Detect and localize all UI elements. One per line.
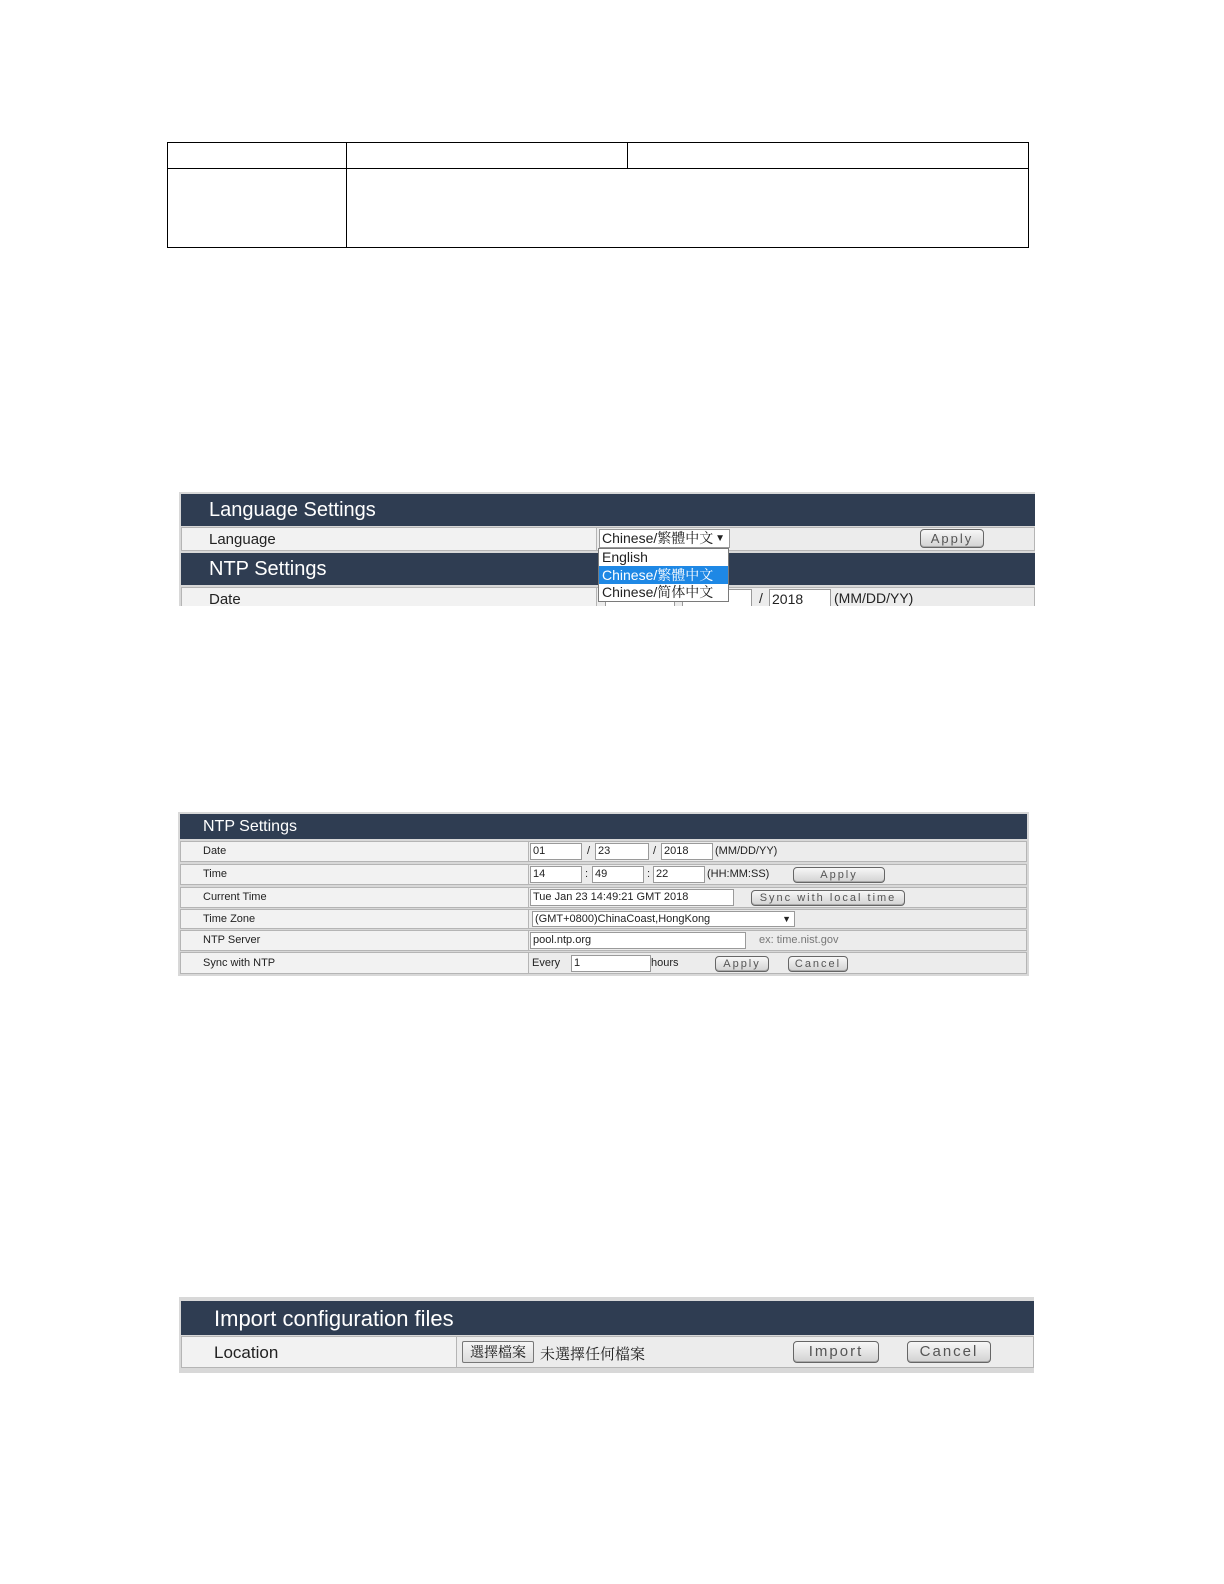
- dropdown-option-traditional-chinese[interactable]: Chinese/繁體中文: [599, 566, 728, 584]
- ntp-current-time-label: Current Time: [203, 891, 267, 903]
- date-year-input[interactable]: [769, 589, 831, 606]
- chevron-down-icon: ▼: [715, 533, 725, 544]
- ntp-time-minute-value: 49: [595, 868, 608, 880]
- ntp-date-year-value: 2018: [664, 845, 689, 857]
- ntp-date-row: [180, 841, 1027, 862]
- ntp-date-year-input[interactable]: [661, 843, 713, 860]
- date-separator: /: [759, 590, 763, 606]
- ntp-server-value: pool.ntp.org: [533, 934, 592, 946]
- sync-ntp-row: [180, 952, 1027, 974]
- dropdown-option-english[interactable]: English: [602, 549, 648, 565]
- ntp-date-day-input[interactable]: [595, 843, 649, 860]
- ntp-current-time-row: [180, 887, 1027, 908]
- ntp-time-label: Time: [203, 868, 228, 880]
- ntp-date-month-value: 01: [533, 845, 546, 857]
- sync-local-time-button[interactable]: Sync with local time: [751, 890, 905, 906]
- language-settings-panel: [179, 492, 1035, 606]
- ntp-time-second-value: 22: [656, 868, 669, 880]
- language-label-cell: [182, 528, 597, 550]
- language-select[interactable]: [599, 529, 730, 548]
- sync-hours-label: hours: [651, 957, 679, 969]
- language-settings-header: [181, 494, 1035, 526]
- table-cell: [347, 143, 628, 169]
- chevron-down-icon: ▼: [782, 914, 791, 924]
- import-button[interactable]: Import: [793, 1341, 879, 1363]
- ntp-time-apply-button[interactable]: Apply: [793, 867, 885, 883]
- language-label: Language: [209, 531, 276, 548]
- ntp-current-time-label-cell: [181, 888, 529, 907]
- language-apply-button[interactable]: Apply: [920, 529, 984, 548]
- ntp-settings-header: [180, 814, 1027, 839]
- ntp-time-minute-input[interactable]: [592, 866, 644, 883]
- ntp-server-example: ex: time.nist.gov: [759, 934, 839, 946]
- table-cell: [347, 169, 1029, 248]
- time-separator: :: [647, 868, 651, 880]
- table-cell: [168, 143, 347, 169]
- import-cancel-button[interactable]: Cancel: [907, 1341, 991, 1363]
- ntp-time-row: [180, 864, 1027, 885]
- top-table: [167, 142, 1029, 248]
- ntp-server-row: [180, 930, 1027, 951]
- import-location-label-cell: [182, 1337, 457, 1367]
- date-format-hint: (MM/DD/YY): [834, 590, 914, 606]
- import-config-title: Import configuration files: [214, 1306, 454, 1331]
- ntp-date-day-value: 23: [598, 845, 611, 857]
- sync-ntp-label-cell: [181, 953, 529, 973]
- time-zone-select[interactable]: [532, 911, 795, 927]
- language-dropdown-list: [598, 548, 729, 602]
- sync-interval-value: 1: [574, 957, 581, 969]
- ntp-server-label-cell: [181, 931, 529, 950]
- choose-file-button[interactable]: 選擇檔案: [462, 1341, 534, 1363]
- ntp-settings-panel: [178, 812, 1029, 976]
- date-year-value: 2018: [772, 591, 804, 606]
- ntp-time-zone-label-cell: [181, 910, 529, 928]
- no-file-selected-text: 未選擇任何檔案: [540, 1346, 646, 1363]
- ntp-settings-title-partial: NTP Settings: [209, 558, 327, 580]
- language-select-value: Chinese/繁體中文: [602, 530, 714, 546]
- ntp-date-format-hint: (MM/DD/YY): [715, 845, 778, 857]
- date-separator: /: [587, 845, 591, 857]
- ntp-time-zone-row: [180, 909, 1027, 929]
- table-cell: [168, 169, 347, 248]
- ntp-time-format-hint: (HH:MM:SS): [707, 868, 770, 880]
- date-label-cell: [182, 588, 597, 606]
- ntp-server-label: NTP Server: [203, 934, 261, 946]
- language-settings-title: Language Settings: [209, 499, 376, 521]
- sync-every-label: Every: [532, 957, 561, 969]
- table-cell: [628, 143, 1029, 169]
- date-label: Date: [209, 591, 241, 606]
- ntp-date-label-cell: [181, 842, 529, 861]
- ntp-time-zone-label: Time Zone: [203, 913, 256, 925]
- ntp-time-hour-input[interactable]: [530, 866, 582, 883]
- ntp-current-time-field: [530, 889, 734, 906]
- time-separator: :: [585, 868, 589, 880]
- ntp-time-second-input[interactable]: [653, 866, 705, 883]
- import-location-label: Location: [214, 1343, 279, 1362]
- dropdown-option-simplified-chinese[interactable]: Chinese/简体中文: [602, 584, 714, 600]
- ntp-date-month-input[interactable]: [530, 843, 582, 860]
- date-separator: /: [653, 845, 657, 857]
- ntp-current-time-value: Tue Jan 23 14:49:21 GMT 2018: [533, 891, 689, 903]
- sync-ntp-apply-button[interactable]: Apply: [715, 956, 769, 972]
- ntp-time-label-cell: [181, 865, 529, 884]
- ntp-time-hour-value: 14: [533, 868, 546, 880]
- sync-ntp-cancel-button[interactable]: Cancel: [788, 956, 848, 972]
- ntp-date-label: Date: [203, 845, 227, 857]
- import-config-header: [181, 1301, 1034, 1335]
- time-zone-select-value: (GMT+0800)ChinaCoast,HongKong: [535, 913, 711, 925]
- import-config-panel: [179, 1297, 1034, 1373]
- ntp-server-input[interactable]: [530, 932, 746, 949]
- import-location-row: [181, 1336, 1034, 1368]
- sync-interval-input[interactable]: [571, 955, 651, 972]
- sync-ntp-label: Sync with NTP: [203, 957, 276, 969]
- ntp-settings-title: NTP Settings: [203, 818, 297, 835]
